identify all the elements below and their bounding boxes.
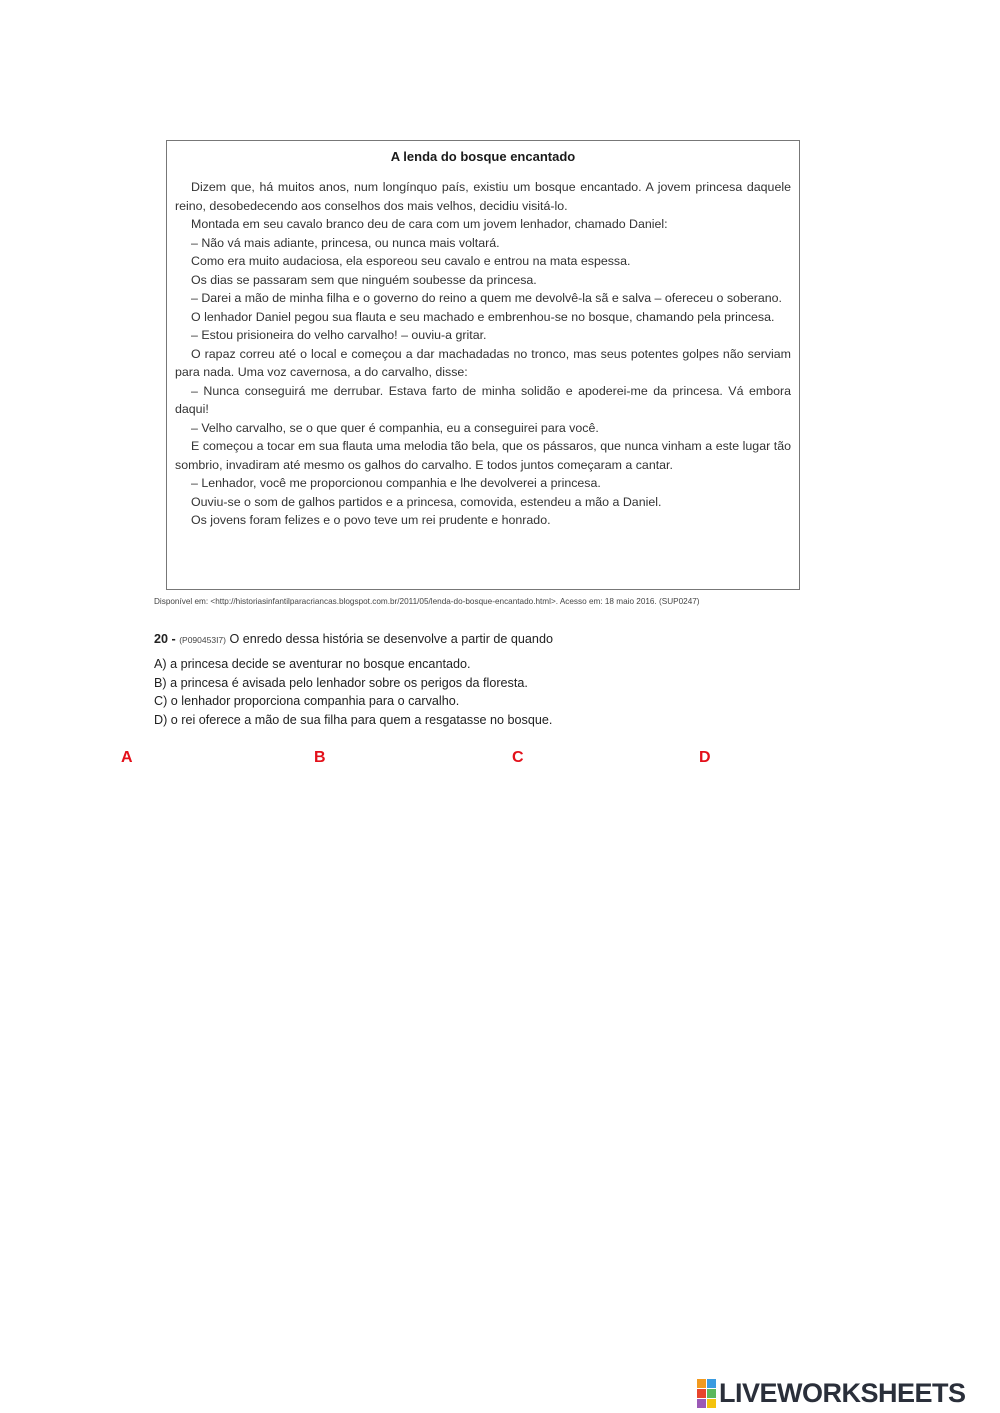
story-paragraph: E começou a tocar em sua flauta uma melodia tão bela, que os pássaros, que nunca vinham a este lugar tão sombrio, invadiram até mesmo os galhos do carvalho. E todos juntos começaram a cantar.: [175, 439, 791, 472]
story-title: A lenda do bosque encantado: [390, 149, 576, 164]
story-paragraph: – Não vá mais adiante, princesa, ou nunca mais voltará.: [191, 235, 500, 250]
question-options: [154, 655, 552, 729]
story-paragraph: Ouviu-se o som de galhos partidos e a princesa, comovida, estendeu a mão a Daniel.: [191, 494, 662, 509]
story-paragraph: Os jovens foram felizes e o povo teve um rei prudente e honrado.: [191, 513, 551, 527]
answer-choice-d[interactable]: D: [699, 749, 711, 766]
option-d: D) o rei oferece a mão de sua filha para quem a resgatasse no bosque.: [154, 712, 553, 727]
question-stem: [154, 632, 553, 646]
story-paragraph: – Nunca conseguirá me derrubar. Estava farto de minha solidão e apoderei-me da princesa. Vá embora daqui!: [175, 383, 791, 416]
question-text: O enredo dessa história se desenvolve a partir de quando: [229, 632, 553, 646]
story-paragraph: O lenhador Daniel pegou sua flauta e seu machado e embrenhou-se no bosque, chamando pela princesa.: [191, 309, 775, 324]
option-c: C) o lenhador proporciona companhia para o carvalho.: [154, 694, 460, 708]
story-box: [166, 140, 800, 590]
story-paragraph: – Darei a mão de minha filha e o governo do reino a quem me devolvê-la sã e salva – ofereceu o soberano.: [191, 291, 782, 305]
logo-squares-icon: [697, 1379, 716, 1408]
story-paragraph: – Velho carvalho, se o que quer é companhia, eu a conseguirei para você.: [191, 420, 599, 435]
answer-choice-a[interactable]: A: [121, 749, 133, 766]
story-paragraph: – Estou prisioneira do velho carvalho! – ouviu-a gritar.: [191, 328, 487, 342]
story-body: [175, 178, 791, 530]
source-citation: Disponível em: <http://historiasinfantilparacriancas.blogspot.com.br/2011/05/lenda-do-bosque-encantado.html>. Acesso em: 18 maio 2016. (SUP0247): [154, 597, 700, 606]
story-paragraph: Como era muito audaciosa, ela esporeou seu cavalo e entrou na mata espessa.: [191, 254, 631, 268]
story-paragraph: – Lenhador, você me proporcionou companhia e lhe devolverei a princesa.: [191, 476, 601, 490]
question-number: 20 -: [154, 632, 176, 646]
logo-text: LIVEWORKSHEETS: [719, 1377, 966, 1408]
answer-choice-c[interactable]: C: [512, 749, 524, 766]
option-a: A) a princesa decide se aventurar no bosque encantado.: [154, 657, 471, 671]
liveworksheets-logo: [697, 1379, 966, 1407]
story-paragraph: Os dias se passaram sem que ninguém soubesse da princesa.: [191, 272, 537, 287]
story-paragraph: Dizem que, há muitos anos, num longínquo país, existiu um bosque encantado. A jovem princesa daquele reino, desobedecendo aos conselhos dos mais velhos, decidiu visitá-lo.: [175, 180, 791, 213]
answer-choice-b[interactable]: B: [314, 749, 326, 766]
story-paragraph: Montada em seu cavalo branco deu de cara com um jovem lenhador, chamado Daniel:: [191, 217, 668, 231]
option-b: B) a princesa é avisada pelo lenhador sobre os perigos da floresta.: [154, 675, 528, 690]
story-paragraph: O rapaz correu até o local e começou a dar machadadas no tronco, mas seus potentes golpes não serviam para nada. Uma voz cavernosa, a do carvalho, disse:: [175, 346, 791, 379]
question-code: (P090453I7): [179, 635, 226, 645]
